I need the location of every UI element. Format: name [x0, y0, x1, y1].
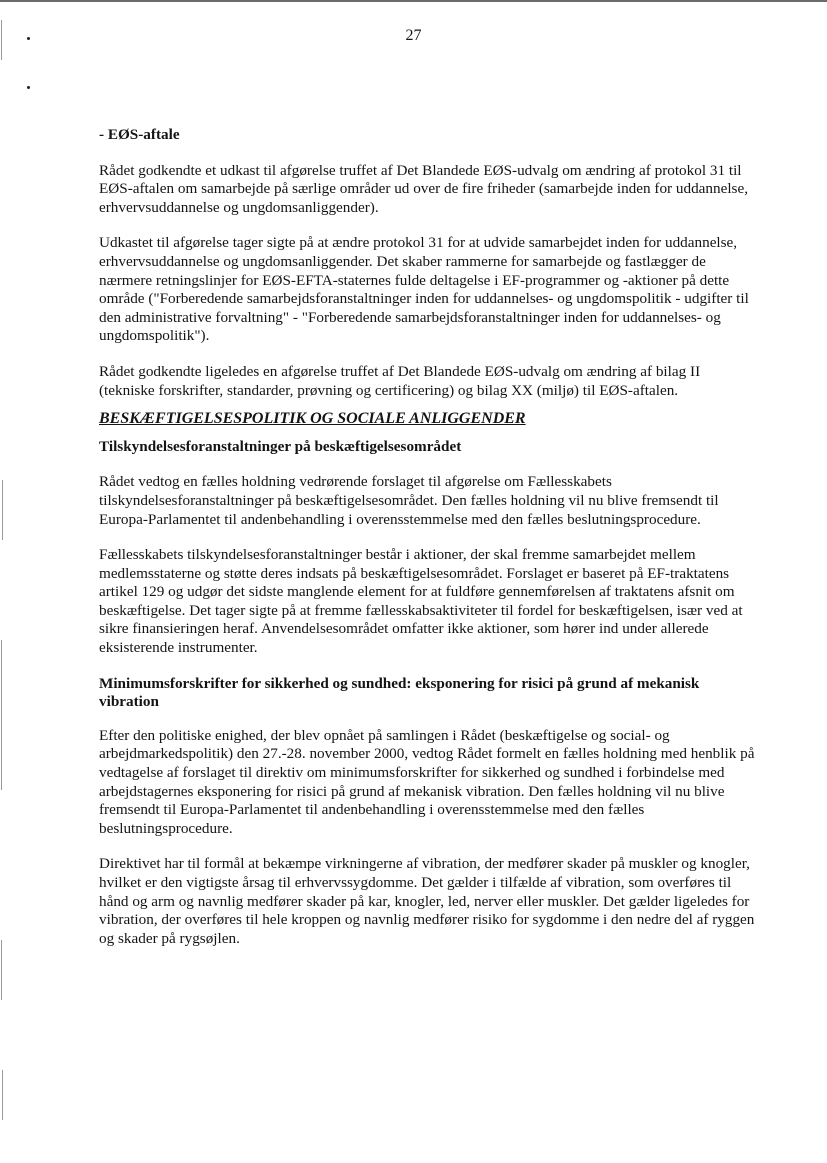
page-number: 27	[405, 27, 422, 44]
section-heading: BESKÆFTIGELSESPOLITIK OG SOCIALE ANLIGGENDER	[99, 410, 526, 428]
scan-margin-mark	[2, 1070, 3, 1120]
paragraph: Fællesskabets tilskyndelsesforanstaltninger består i aktioner, der skal fremme samarbejdet mellem medlemsstaterne og støtte deres indsats på beskæftigelsesområdet. Forslaget er baseret på EF-traktatens artikel 129 og udgør det sidste manglende element for at fuldføre gennemførelsen af traktatens afsnit om beskæftigelse. Det tager sigte på at fremme fællesskabsaktiviteter til fordel for beskæftigelsen, især ved at sikre finansieringen heraf. Anvendelsesområdet omfatter ikke aktioner, som hører ind under allerede eksisterende instrumenter.	[99, 546, 743, 657]
scan-dot	[27, 86, 30, 89]
scan-margin-mark	[1, 640, 2, 790]
bold-heading: Minimumsforskrifter for sikkerhed og sundhed: eksponering for risici på grund af mekanisk vibration	[99, 674, 700, 711]
scan-margin-mark	[2, 480, 3, 540]
paragraph: Udkastet til afgørelse tager sigte på at ændre protokol 31 for at udvide samarbejdet inden for uddannelse, erhvervsuddannelse og ungdomsanliggender. Det skaber rammerne for samarbejde og fastlægger de nærmere retningslinjer for EØS-EFTA-staternes fulde deltagelse i EF-programmer og -aktioner på dette område ("Forberedende samarbejdsforanstaltninger inden for uddannelses- og ungdomspolitik - udgifter til den administrative forvaltning" - "Forberedende samarbejdsforanstaltninger inden for uddannelses- og ungdomspolitik").	[99, 234, 749, 345]
bold-heading: Tilskyndelsesforanstaltninger på beskæftigelsesområdet	[99, 437, 462, 455]
sub-heading-eos-aftale: - EØS-aftale	[99, 126, 180, 143]
paragraph: Rådet vedtog en fælles holdning vedrørende forslaget til afgørelse om Fællesskabets tilskyndelsesforanstaltninger på beskæftigelsesområdet. Den fælles holdning vil nu blive fremsendt til Europa-Parlamentet til andenbehandling i overensstemmelse med den fælles beslutningsprocedure.	[99, 473, 719, 528]
paragraph: Efter den politiske enighed, der blev opnået på samlingen i Rådet (beskæftigelse og social- og arbejdmarkedspolitik) den 27.-28. november 2000, vedtog Rådet formelt en fælles holdning med henblik på vedtagelse af forslaget til direktiv om minimumsforskrifter for sikkerhed og sundhed i forbindelse med arbejdstagernes eksponering for risici på grund af mekanisk vibration. Den fælles holdning vil nu blive fremsendt til Europa-Parlamentet til andenbehandling i overensstemmelse med den fælles beslutningsprocedure.	[99, 726, 755, 837]
scan-top-edge	[0, 0, 827, 2]
paragraph: Rådet godkendte et udkast til afgørelse truffet af Det Blandede EØS-udvalg om ændring af protokol 31 til EØS-aftalen om samarbejde på særlige områder ud over de fire friheder (samarbejde inden for uddannelse, erhvervsuddannelse og ungdomsanliggender).	[99, 161, 749, 216]
document-body	[99, 126, 759, 965]
paragraph: Rådet godkendte ligeledes en afgørelse truffet af Det Blandede EØS-udvalg om ændring af bilag II (tekniske forskrifter, standarder, prøvning og certificering) og bilag XX (miljø) til EØS-aftalen.	[99, 362, 701, 399]
scan-margin-mark	[1, 940, 2, 1000]
paragraph: Direktivet har til formål at bekæmpe virkningerne af vibration, der medfører skader på muskler og knogler, hvilket er den vigtigste årsag til erhvervssygdomme. Det gælder i tilfælde af vibration, som overføres til hånd og arm og navnlig medfører skader på kar, knogler, led, nerver eller muskler. Det gælder ligeledes for vibration, der overføres til hele kroppen og navnlig medfører risiko for sygdomme i den nedre del af ryggen og skader på rygsøjlen.	[99, 855, 755, 947]
